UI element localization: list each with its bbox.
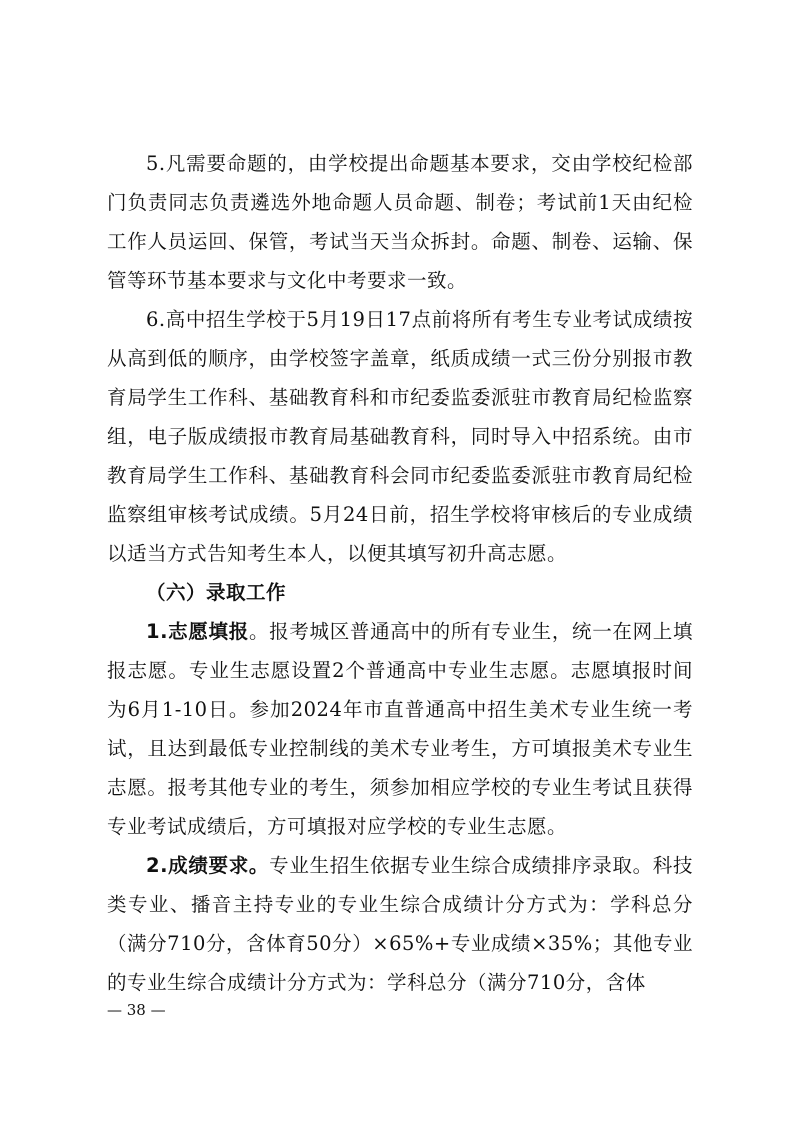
paragraph-text: 6.高中招生学校于5月19日17点前将所有考生专业考试成绩按从高到低的顺序，由学校签字盖章，纸质成绩一式三份分别报市教育局学生工作科、基础教育科和市纪委监委派驻市教育局纪检监察组，电子版成绩报市教育局基础教育科，同时导入中招系统。由市教育局学生工作科、基础教育科会同市纪委监委派驻市教育局纪检监察组审核考试成绩。5月24日前，招生学校将审核后的专业成绩以适当方式告知考生本人，以便其填写初升高志愿。	[107, 308, 693, 565]
document-body	[107, 144, 693, 1002]
paragraph-volunteer-filling	[107, 612, 693, 846]
paragraph-text: 专业生招生依据专业生综合成绩排序录取。科技类专业、播音主持专业的专业生综合成绩计分方式为：学科总分（满分710分，含体育50分）×65%+专业成绩×35%；其他专业的专业生综合成绩计分方式为：学科总分（满分710分，含体	[107, 854, 693, 994]
section-heading: （六）录取工作	[146, 581, 287, 604]
paragraph-lead: 1.志愿填报	[146, 620, 249, 643]
paragraph-5	[107, 144, 693, 300]
paragraph-score-requirements	[107, 846, 693, 1002]
paragraph-lead: 2.成绩要求。	[146, 854, 270, 877]
paragraph-text: 5.凡需要命题的，由学校提出命题基本要求，交由学校纪检部门负责同志负责遴选外地命题人员命题、制卷；考试前1天由纪检工作人员运回、保管，考试当天当众拆封。命题、制卷、运输、保管等环节基本要求与文化中考要求一致。	[107, 152, 693, 292]
paragraph-text: 。报考城区普通高中的所有专业生，统一在网上填报志愿。专业生志愿设置2个普通高中专业生志愿。志愿填报时间为6月1-10日。参加2024年市直普通高中招生美术专业生统一考试，且达到最低专业控制线的美术专业考生，方可填报美术专业生志愿。报考其他专业的考生，须参加相应学校的专业生考试且获得专业考试成绩后，方可填报对应学校的专业生志愿。	[107, 620, 693, 838]
page-number: — 38 —	[107, 1001, 166, 1019]
paragraph-6	[107, 300, 693, 573]
